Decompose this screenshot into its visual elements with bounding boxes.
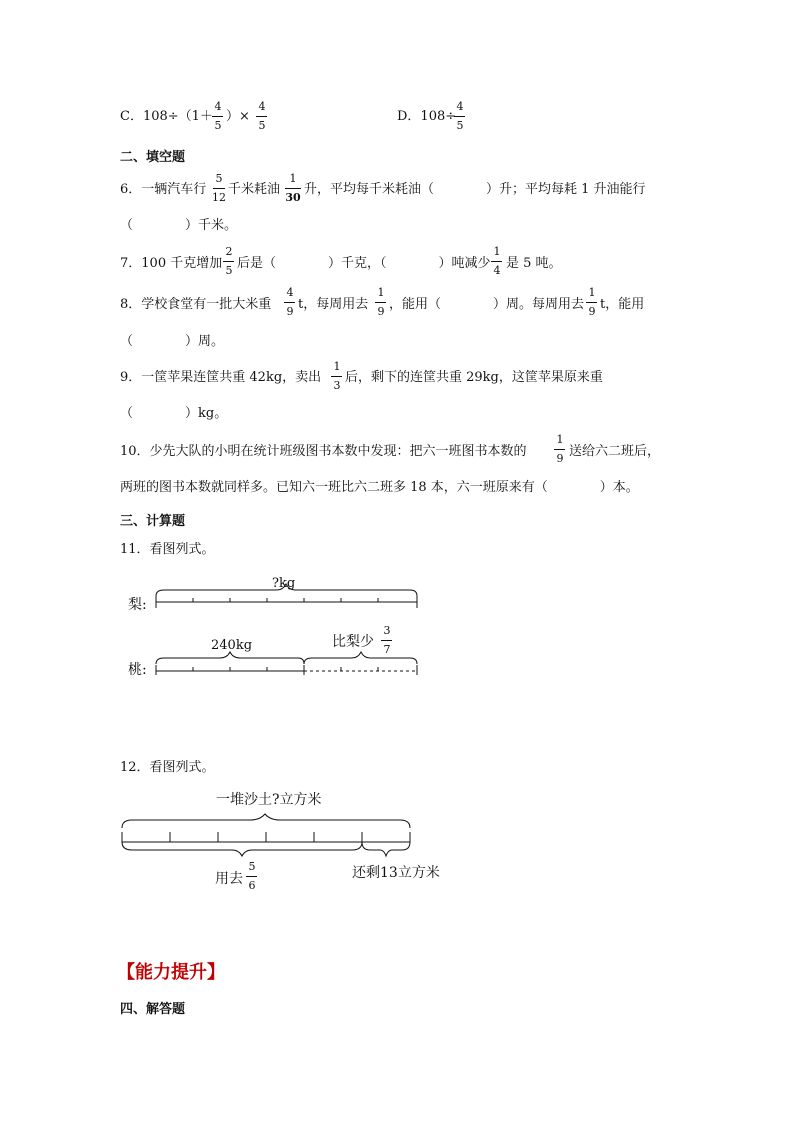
q8-frac1-bar bbox=[284, 302, 295, 303]
q7-text-c: 是 5 吨。 bbox=[506, 256, 562, 271]
q8-frac2-bar bbox=[375, 302, 386, 303]
option-d-frac-bar bbox=[454, 116, 465, 117]
q10-frac-num: 1 bbox=[556, 433, 564, 446]
q11-less-frac-bar bbox=[381, 640, 392, 641]
section-heading-answers: 四、解答题 bbox=[120, 1002, 186, 1017]
q6-text-c: 升，平均每千米耗油（ ）升；平均每耗 1 升油能行 bbox=[304, 182, 646, 197]
q11-less-frac-den: 7 bbox=[383, 643, 391, 656]
q11-known-label: 240kg bbox=[211, 638, 253, 653]
q7-frac2-den: 4 bbox=[493, 264, 501, 277]
q6-frac2-den: 30 bbox=[285, 191, 301, 204]
q8-text-a: 8．学校食堂有一批大米重 bbox=[120, 297, 272, 312]
q9-frac-bar bbox=[331, 376, 342, 377]
ability-heading: 【能力提升】 bbox=[117, 962, 225, 983]
q8-line2: （ ）周。 bbox=[120, 334, 225, 349]
section-heading-calculation: 三、计算题 bbox=[120, 514, 186, 529]
q7-text-b: 后是（ ）千克，（ ）吨减少 bbox=[237, 256, 491, 271]
q10-text-b: 送给六二班后， bbox=[569, 444, 661, 459]
q8-text-c: ，能用（ ）周。每周用去 bbox=[389, 297, 585, 312]
q8-frac2-den: 9 bbox=[377, 305, 385, 318]
q6-frac1-bar bbox=[213, 188, 225, 189]
q12-used-frac-den: 6 bbox=[248, 879, 256, 892]
q12-left-label: 还剩13立方米 bbox=[352, 865, 440, 881]
q6-line2: （ ）千米。 bbox=[120, 218, 238, 233]
q9-frac-den: 3 bbox=[333, 379, 341, 392]
q11-label: 11．看图列式。 bbox=[120, 542, 215, 557]
q8-text-d: t，能用 bbox=[600, 297, 645, 312]
q6-frac2-bar bbox=[285, 188, 301, 189]
q12-total-label: 一堆沙土?立方米 bbox=[216, 792, 322, 808]
q11-peach-label: 桃: bbox=[128, 662, 147, 678]
q7-text-a: 7．100 千克增加 bbox=[120, 256, 223, 271]
q12-left-brace bbox=[362, 842, 410, 856]
q12-used-frac-bar bbox=[246, 876, 257, 877]
q11-less-label: 比梨少 bbox=[332, 634, 374, 650]
option-c-frac2-bar bbox=[256, 116, 267, 117]
q7-frac2-num: 1 bbox=[493, 245, 501, 258]
q8-frac1-num: 4 bbox=[286, 286, 294, 299]
q10-line2: 两班的图书本数就同样多。已知六一班比六二班多 18 本，六一班原来有（ ）本。 bbox=[120, 480, 639, 495]
q10-frac-den: 9 bbox=[556, 452, 564, 465]
option-c-frac2-den: 5 bbox=[258, 119, 266, 132]
q7-frac1-den: 5 bbox=[225, 264, 233, 277]
option-c-frac1-den: 5 bbox=[214, 119, 222, 132]
q9-text-a: 9．一筐苹果连筐共重 42kg，卖出 bbox=[120, 370, 322, 385]
q6-text-a: 6．一辆汽车行 bbox=[120, 182, 207, 197]
option-d-frac-den: 5 bbox=[456, 119, 464, 132]
option-c-prefix: C．108÷（1＋ bbox=[120, 109, 213, 124]
q11-less-frac-num: 3 bbox=[383, 624, 391, 637]
q11-peach-brace-less bbox=[304, 652, 417, 664]
q12-used-frac-num: 5 bbox=[248, 860, 256, 873]
q6-frac1-num: 5 bbox=[215, 172, 223, 185]
option-c-mid: ）× bbox=[226, 109, 250, 124]
q10-text-a: 10．少先大队的小明在统计班级图书本数中发现：把六一班图书本数的 bbox=[120, 444, 527, 459]
q9-text-b: 后，剩下的连筐共重 29kg，这筐苹果原来重 bbox=[345, 370, 603, 385]
q9-line2: （ ）kg。 bbox=[120, 406, 228, 421]
q12-top-brace bbox=[122, 814, 410, 828]
q11-pear-label: 梨: bbox=[128, 597, 147, 613]
q8-frac2-num: 1 bbox=[377, 286, 385, 299]
q8-text-b: t，每周用去 bbox=[298, 297, 369, 312]
q8-frac3-den: 9 bbox=[588, 305, 596, 318]
q7-frac2-bar bbox=[491, 261, 502, 262]
option-c-frac2-num: 4 bbox=[258, 100, 266, 113]
q12-used-label: 用去 bbox=[215, 871, 243, 887]
q11-total-label: ?kg bbox=[272, 576, 296, 591]
q7-frac1-num: 2 bbox=[225, 245, 233, 258]
q8-frac3-bar bbox=[586, 302, 597, 303]
section-heading-fill-blank: 二、填空题 bbox=[120, 150, 186, 165]
q12-label: 12．看图列式。 bbox=[120, 760, 215, 775]
option-c-frac1-num: 4 bbox=[214, 100, 222, 113]
q12-used-brace bbox=[122, 842, 362, 856]
q9-frac-num: 1 bbox=[333, 360, 341, 373]
q10-frac-bar bbox=[554, 449, 565, 450]
option-c-frac1-bar bbox=[212, 116, 223, 117]
q12-diagram bbox=[115, 810, 425, 860]
q8-frac1-den: 9 bbox=[286, 305, 294, 318]
q7-frac1-bar bbox=[223, 261, 234, 262]
option-d-frac-num: 4 bbox=[456, 100, 464, 113]
q6-frac2-num: 1 bbox=[289, 172, 297, 185]
q6-frac1-den: 12 bbox=[212, 191, 226, 204]
option-d-prefix: D．108÷ bbox=[397, 109, 457, 124]
q6-text-b: 千米耗油 bbox=[228, 182, 281, 197]
q8-frac3-num: 1 bbox=[588, 286, 596, 299]
